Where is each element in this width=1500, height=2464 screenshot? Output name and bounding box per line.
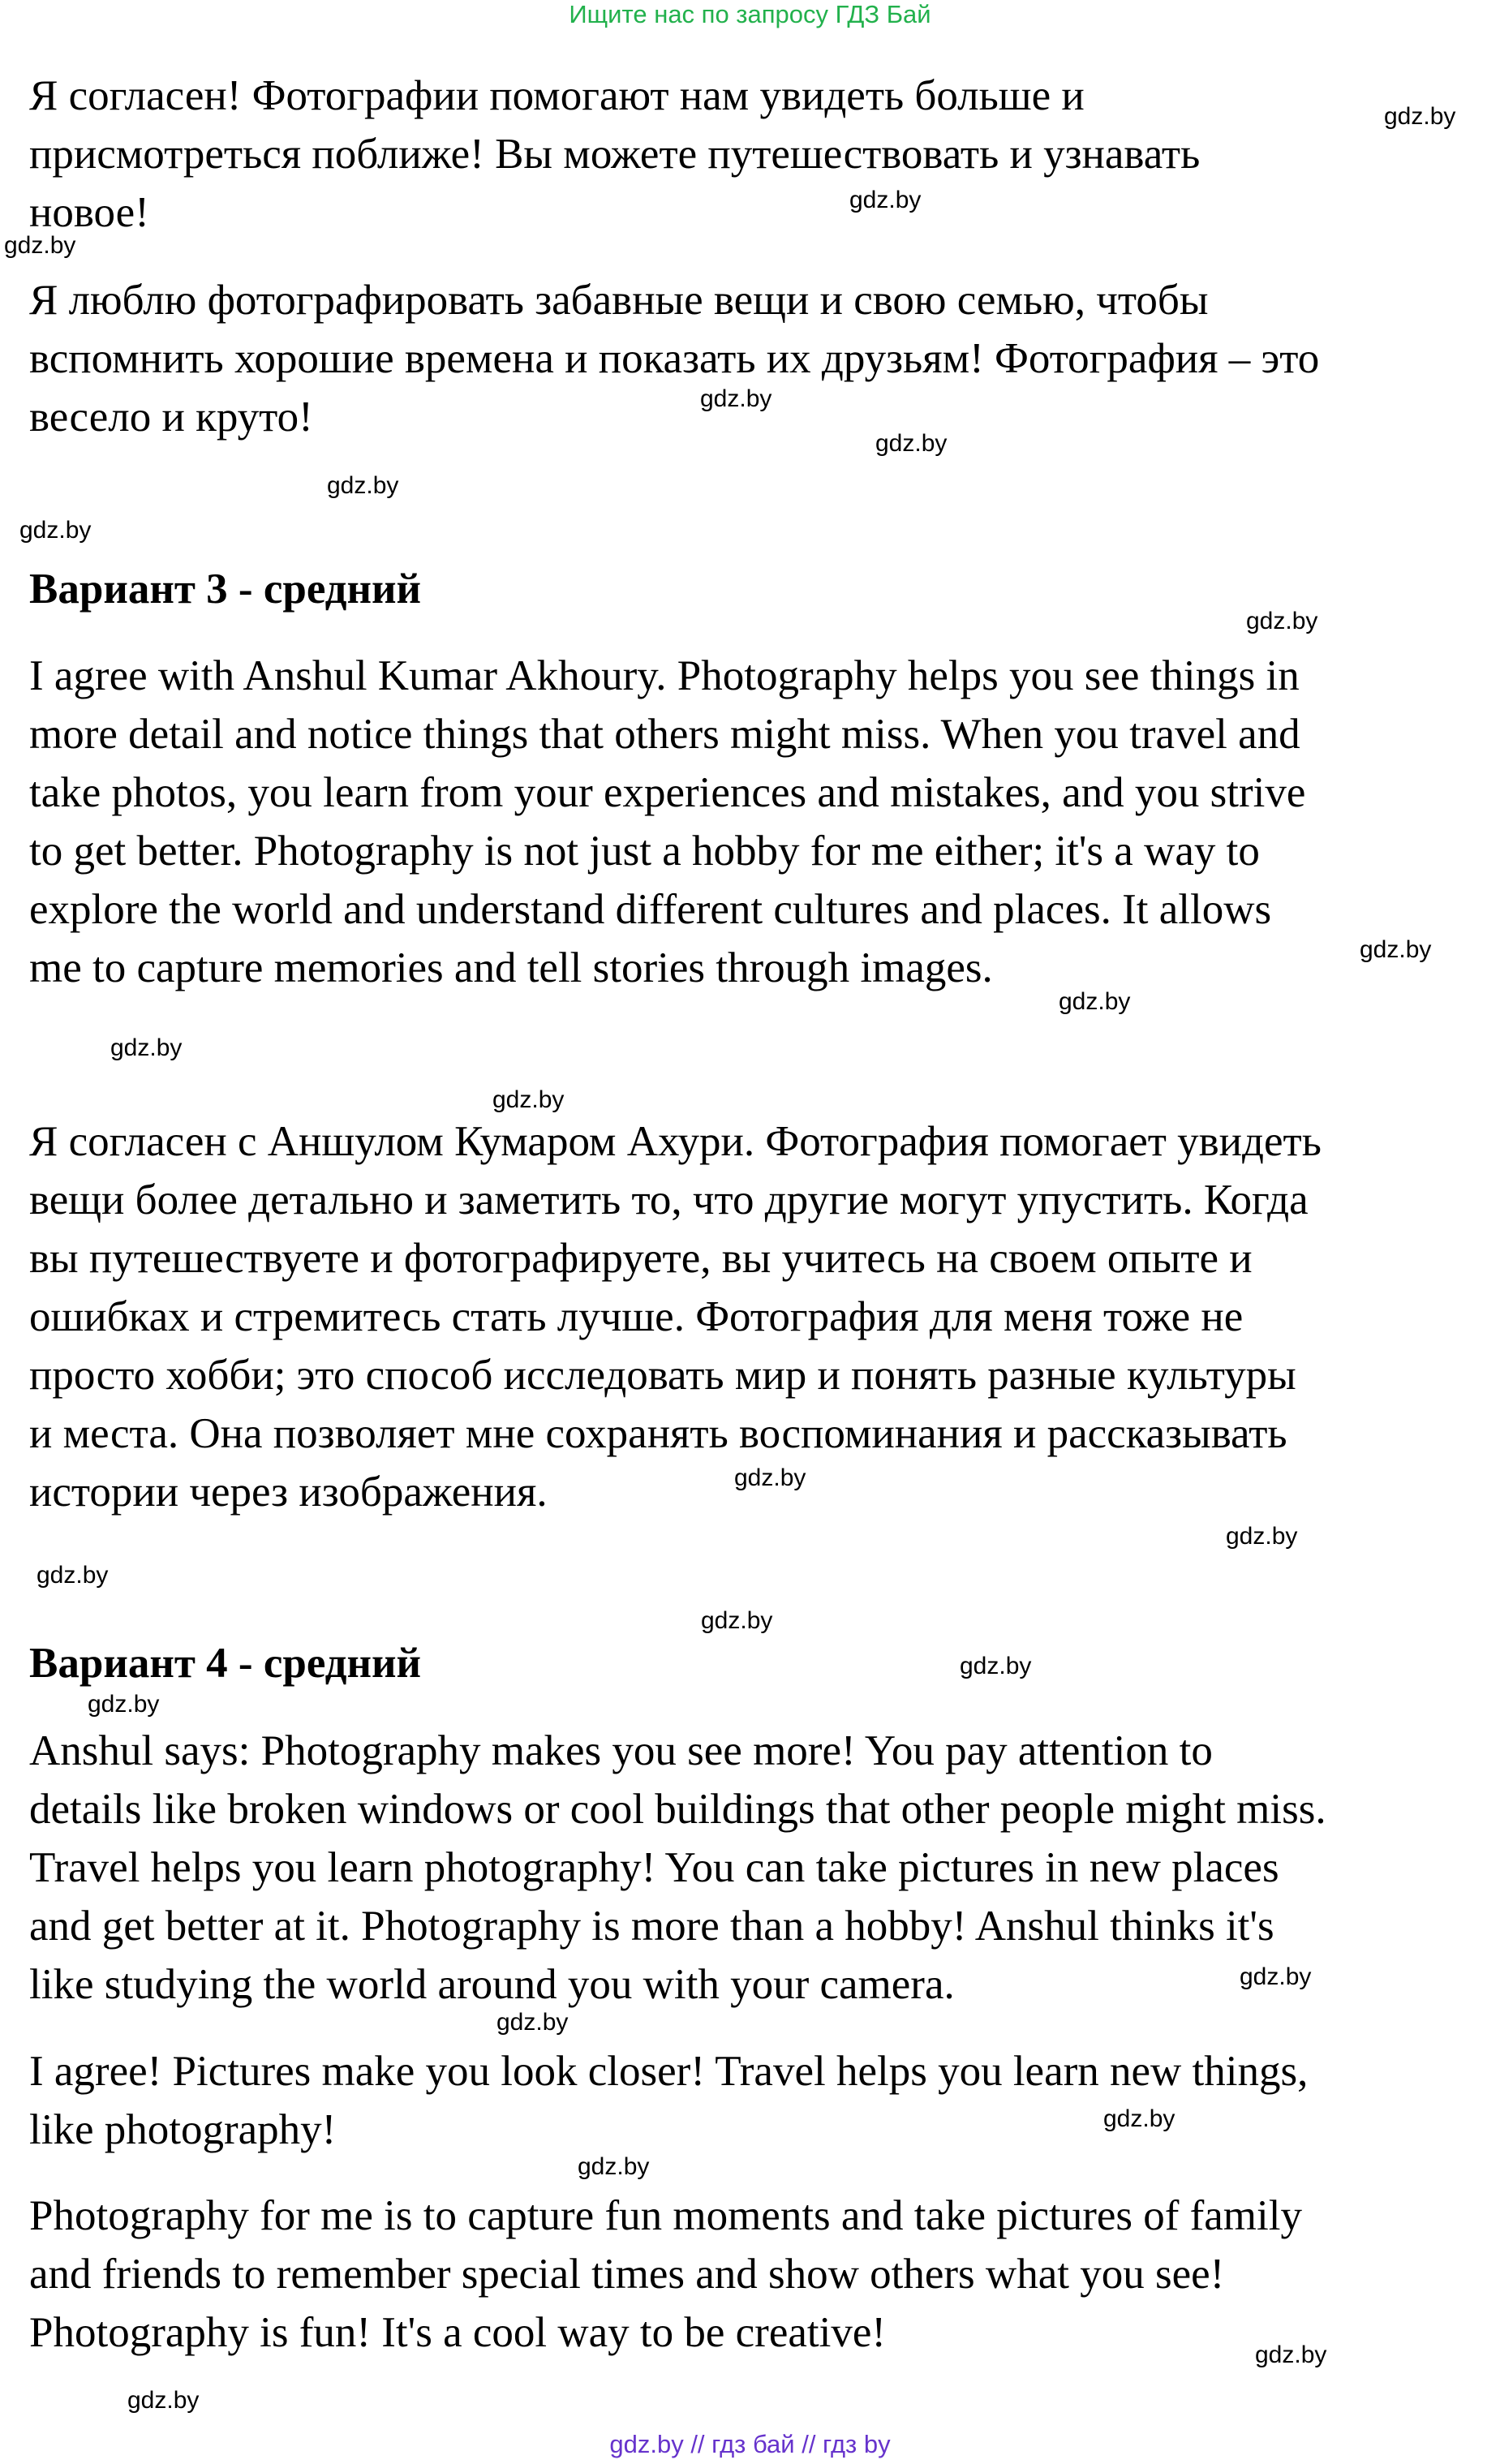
text-line: me to capture memories and tell stories through images.: [29, 944, 993, 991]
text-line: вы путешествуете и фотографируете, вы учитесь на своем опыте и: [29, 1235, 1253, 1282]
text-line: истории через изображения.: [29, 1469, 548, 1516]
paragraph-ru-1: [29, 67, 1200, 242]
text-line: explore the world and understand different cultures and places. It allows: [29, 886, 1272, 933]
text-line: вспомнить хорошие времена и показать их друзьям! Фотография – это: [29, 335, 1320, 382]
watermark-text: gdz.by: [960, 1653, 1032, 1679]
text-line: take photos, you learn from your experiences and mistakes, and you strive: [29, 769, 1306, 816]
watermark-text: gdz.by: [127, 2387, 200, 2414]
paragraph-en-4: [29, 1722, 1326, 2014]
watermark-text: gdz.by: [1240, 1963, 1312, 1990]
heading-variant-3: Вариант 3 - средний: [29, 565, 422, 613]
watermark-text: gdz.by: [19, 517, 92, 544]
text-line: like photography!: [29, 2106, 337, 2153]
text-line: весело и круто!: [29, 393, 313, 441]
text-line: like studying the world around you with your camera.: [29, 1961, 955, 2008]
search-hint-header[interactable]: Ищите нас по запросу ГДЗ Бай: [569, 0, 931, 28]
watermark-text: gdz.by: [700, 385, 772, 412]
watermark-text: gdz.by: [1246, 608, 1318, 634]
watermark-text: gdz.by: [578, 2153, 650, 2180]
watermark-text: gdz.by: [327, 472, 399, 499]
paragraph-ru-2: [29, 271, 1319, 446]
watermark-text: gdz.by: [496, 2009, 569, 2036]
text-line: Я люблю фотографировать забавные вещи и свою семью, чтобы: [29, 277, 1209, 324]
text-line: Я согласен! Фотографии помогают нам увидеть больше и: [29, 72, 1085, 119]
watermark-text: gdz.by: [4, 232, 76, 259]
text-line: and get better at it. Photography is more than a hobby! Anshul thinks it's: [29, 1903, 1274, 1950]
watermark-text: gdz.by: [734, 1464, 806, 1491]
watermark-text: gdz.by: [1384, 103, 1456, 130]
paragraph-en-3: [29, 647, 1305, 997]
text-line: Photography is fun! It's a cool way to be creative!: [29, 2309, 886, 2356]
text-line: Anshul says: Photography makes you see more! You pay attention to: [29, 1727, 1213, 1774]
text-line: ошибках и стремитесь стать лучше. Фотография для меня тоже не: [29, 1293, 1244, 1340]
watermark-text: gdz.by: [1255, 2341, 1327, 2368]
text-line: and friends to remember special times and show others what you see!: [29, 2251, 1225, 2298]
text-line: вещи более детально и заметить то, что другие могут упустить. Когда: [29, 1176, 1309, 1223]
watermark-text: gdz.by: [1226, 1523, 1298, 1550]
text-line: I agree with Anshul Kumar Akhoury. Photography helps you see things in: [29, 652, 1300, 699]
text-line: Я согласен с Аншулом Кумаром Ахури. Фотография помогает увидеть: [29, 1118, 1322, 1165]
watermark-text: gdz.by: [849, 187, 922, 213]
heading-variant-4: Вариант 4 - средний: [29, 1640, 422, 1687]
watermark-text: gdz.by: [110, 1034, 183, 1061]
watermark-text: gdz.by: [1360, 936, 1432, 963]
watermark-text: gdz.by: [88, 1691, 160, 1718]
text-line: more detail and notice things that others might miss. When you travel and: [29, 711, 1300, 758]
text-line: Travel helps you learn photography! You can take pictures in new places: [29, 1844, 1279, 1891]
text-line: I agree! Pictures make you look closer! Travel helps you learn new things,: [29, 2048, 1309, 2095]
paragraph-en-5: [29, 2042, 1308, 2159]
text-line: Photography for me is to capture fun moments and take pictures of family: [29, 2192, 1302, 2239]
text-line: новое!: [29, 189, 149, 236]
watermark-text: gdz.by: [1103, 2105, 1176, 2132]
watermark-text: gdz.by: [492, 1086, 565, 1113]
watermark-text: gdz.by: [701, 1607, 773, 1634]
text-line: to get better. Photography is not just a hobby for me either; it's a way to: [29, 828, 1260, 875]
text-line: и места. Она позволяет мне сохранять воспоминания и рассказывать: [29, 1410, 1287, 1457]
watermark-text: gdz.by: [875, 430, 948, 457]
watermark-text: gdz.by: [37, 1562, 109, 1589]
site-footer[interactable]: gdz.by // гдз бай // гдз by: [609, 2430, 891, 2458]
paragraph-en-6: [29, 2187, 1302, 2362]
watermark-text: gdz.by: [1059, 988, 1131, 1015]
text-line: details like broken windows or cool buildings that other people might miss.: [29, 1786, 1326, 1833]
text-line: просто хобби; это способ исследовать мир и понять разные культуры: [29, 1352, 1296, 1399]
paragraph-ru-3: [29, 1112, 1322, 1521]
text-line: присмотреться поближе! Вы можете путешествовать и узнавать: [29, 131, 1201, 178]
